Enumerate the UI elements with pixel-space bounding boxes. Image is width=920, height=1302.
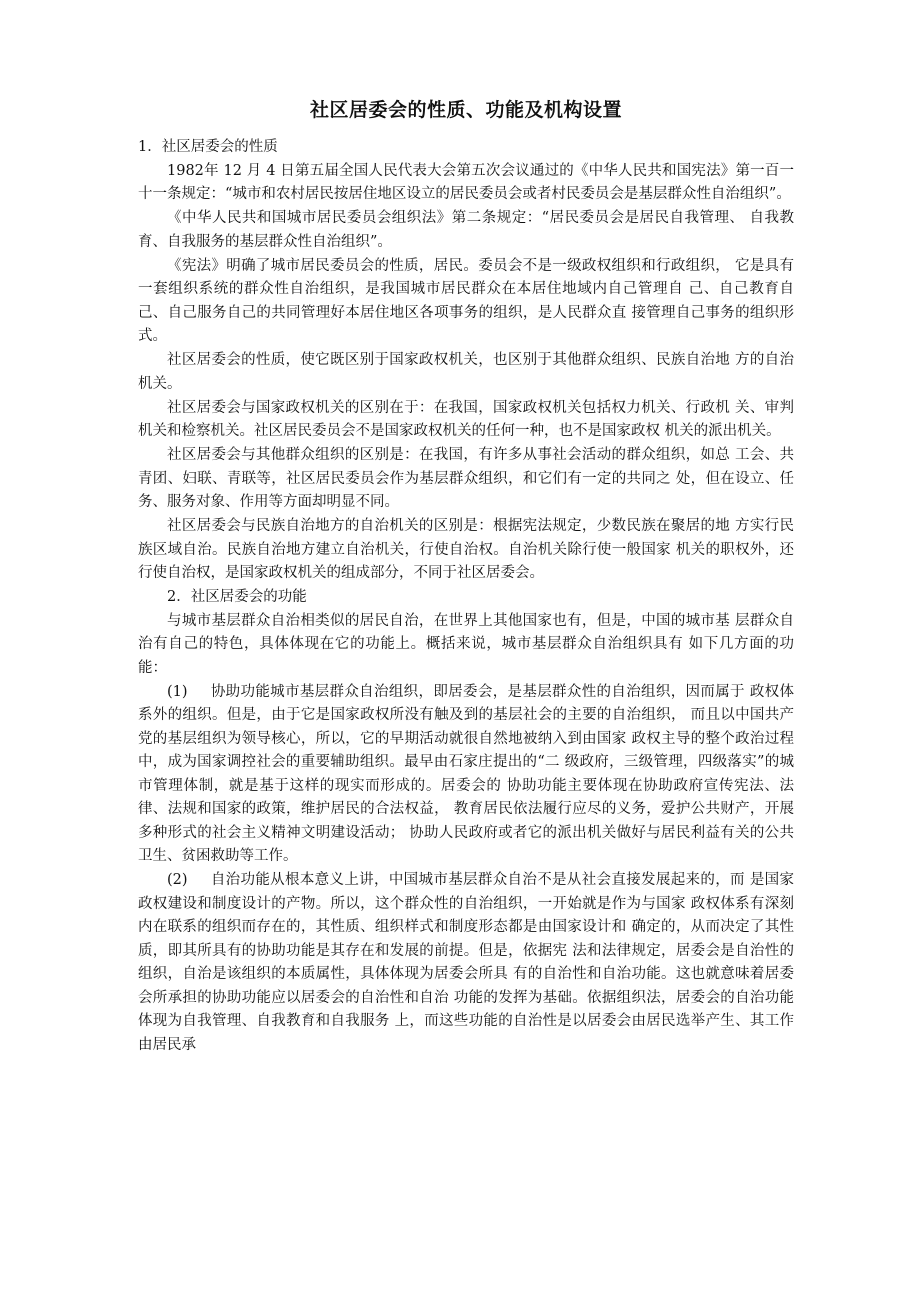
paragraph: 社区居委会的性质，使它既区别于国家政权机关，也区别于其他群众组织、民族自治地 方的自治机关。 [138, 352, 794, 392]
paragraph: 社区居委会与民族自治地方的自治机关的区别是：根据宪法规定，少数民族在聚居的地 方实行民族区域自治。民族自治地方建立自治机关，行使自治权。自治机关除行使一般国家 机关的职权外，还行使自治权，是国家政权机关的组成部分，不同于社区居委会。 [138, 518, 794, 581]
list-item-number: (2) [167, 872, 188, 888]
paragraph: 社区居委会与国家政权机关的区别在于：在我国，国家政权机关包括权力机关、行政机 关、审判机关和检察机关。社区居民委员会不是国家政权机关的任何一种，也不是国家政权 机关的派出机关。 [138, 399, 794, 439]
document-title: 社区居委会的性质、功能及机构设置 [309, 99, 622, 121]
paragraph: 《宪法》明确了城市居民委员会的性质，居民。委员会不是一级政权组织和行政组织， 它是具有一套组织系统的群众性自治组织，是我国城市居民群众在本居住地域内自己管理自 己、自己教育自己、自己服务自己的共同管理好本居住地区各项事务的组织，是人民群众直 接管理自己事务的组织形式。 [138, 257, 794, 344]
section-heading-function: 2．社区居委会的功能 [167, 589, 307, 605]
list-item-text: 协助功能城市基层群众自治组织，即居委会，是基层群众性的自治组织，因而属于 政权体系外的组织。但是，由于它是国家政权所没有触及到的基层社会的主要的自治组织， 而且以中国共产党的基层组织为领导核心，所以，它的早期活动就很自然地被纳入到由国家 政权主导的整个政治过程中，成为国家调控社会的重要辅助组织。最早由石家庄提出的“二 级政府，三级管理，四级落实”的城市管理体制，就是基于这样的现实而形成的。居委会的 协助功能主要体现在协助政府宣传宪法、法律、法规和国家的政策，维护居民的合法权益， 教育居民依法履行应尽的义务，爱护公共财产，开展多种形式的社会主义精神文明建设活动； 协助人民政府或者它的派出机关做好与居民利益有关的公共卫生、贫困救助等工作。 [138, 683, 794, 864]
list-item [138, 681, 794, 869]
list-item [138, 869, 794, 1057]
paragraph: 社区居委会与其他群众组织的区别是：在我国，有许多从事社会活动的群众组织，如总 工会、共青团、妇联、青联等，社区居民委员会作为基层群众组织，和它们有一定的共同之 处，但在设立、任务、服务对象、作用等方面却明显不同。 [138, 447, 794, 510]
paragraph: 1982年 12 月 4 日第五届全国人民代表大会第五次会议通过的《中华人民共和国宪法》第一百一十一条规定：“城市和农村居民按居住地区设立的居民委员会或者村民委员会是基层群众性自治组织”。 [138, 162, 794, 202]
paragraph: 《中华人民共和国城市居民委员会组织法》第二条规定：“居民委员会是居民自我管理、 自我教育、自我服务的基层群众性自治组织”。 [138, 210, 794, 250]
list-item-text: 自治功能从根本意义上讲，中国城市基层群众自治不是从社会直接发展起来的，而 是国家政权建设和制度设计的产物。所以，这个群众性的自治组织，一开始就是作为与国家 政权体系有深刻内在联系的组织而存在的，其性质、组织样式和制度形态都是由国家设计和 确定的，从而决定了其性质，即其所具有的协助功能是其存在和发展的前提。但是，依据宪 法和法律规定，居委会是自治性的组织，自治是该组织的本质属性，具体体现为居委会所具 有的自治性和自治功能。这也就意味着居委会所承担的协助功能应以居委会的自治性和自治 功能的发挥为基础。依据组织法，居委会的自治功能体现为自我管理、自我教育和自我服务 上，而这些功能的自治性是以居委会由居民选举产生、其工作由居民承 [138, 872, 794, 1053]
section-heading-nature: 1．社区居委会的性质 [138, 139, 278, 155]
list-item-number: (1) [167, 683, 188, 700]
paragraph: 与城市基层群众自治相类似的居民自治，在世界上其他国家也有，但是，中国的城市基 层群众自治有自己的特色，具体体现在它的功能上。概括来说，城市基层群众自治组织具有 如下几方面的功能： [138, 612, 794, 676]
